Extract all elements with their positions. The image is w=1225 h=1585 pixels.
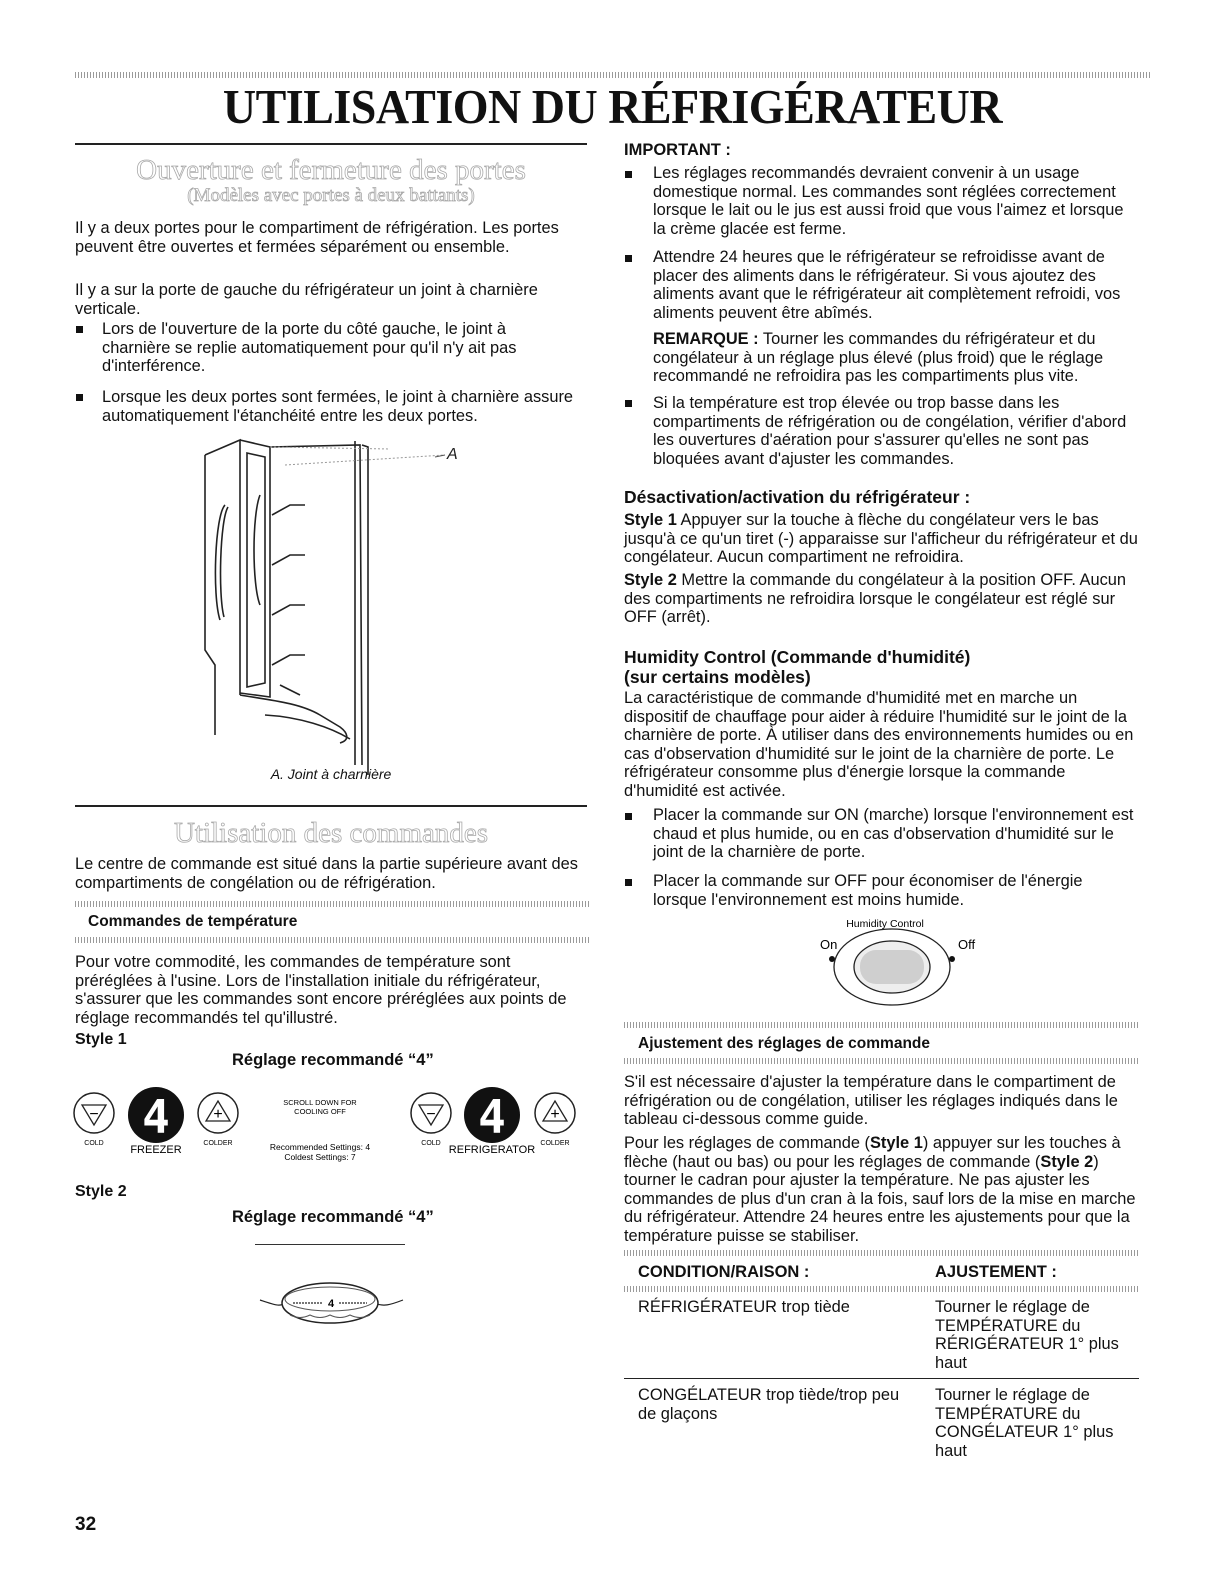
hatch-rule xyxy=(624,1022,1139,1028)
coldest-settings-text: Coldest Settings: 7 xyxy=(284,1152,356,1162)
important-bullet-3: Si la température est trop élevée ou trop basse dans les compartiments de réfrigération ou de congélation, vérifier d'abord les ouvertures d'aération pour s'assurer qu'elles ne sont pas bloquées avant d'ajuster les commandes. xyxy=(653,394,1127,468)
table-header-adjustment: AJUSTEMENT : xyxy=(935,1263,1057,1281)
deactivation-style2-label: Style 2 xyxy=(624,571,677,589)
hatch-rule xyxy=(624,1058,1139,1064)
page-title: UTILISATION DU RÉFRIGÉRATEUR xyxy=(222,79,1003,134)
bullet-marker xyxy=(625,879,632,886)
refrigerator-label: REFRIGERATOR xyxy=(448,1144,536,1156)
humidity-switch-title: Humidity Control xyxy=(846,918,924,930)
adjustment-style1: Style 1 xyxy=(870,1134,923,1152)
page-number: 32 xyxy=(75,1514,97,1535)
style2-temperature-dial xyxy=(255,1275,405,1335)
dial-rule xyxy=(255,1244,405,1245)
doors-paragraph-2: Il y a sur la porte de gauche du réfrigérateur un joint à charnière verticale. xyxy=(75,281,538,318)
table-header-condition: CONDITION/RAISON : xyxy=(638,1263,810,1281)
humidity-heading-1: Humidity Control (Commande d'humidité) xyxy=(624,647,971,667)
remarque-text: Tourner les commandes du réfrigérateur et du congélateur à un réglage plus élevé (plus froid) que le réglage recommandé ne refroidira pas les compartiments plus vite. xyxy=(653,330,1104,386)
style1-control-panel xyxy=(70,1085,595,1175)
fridge-display-digit: 4 xyxy=(478,1090,506,1144)
deactivation-style1-label: Style 1 xyxy=(624,511,677,529)
deactivation-style1 xyxy=(624,511,1139,567)
section-rule xyxy=(75,805,587,807)
deactivation-heading: Désactivation/activation du réfrigérateur : xyxy=(624,487,971,507)
style1-caption: Réglage recommandé “4” xyxy=(232,1051,434,1069)
hatch-rule xyxy=(75,901,590,907)
dial-value: 4 xyxy=(327,1298,335,1310)
freezer-label: FREEZER xyxy=(130,1144,182,1156)
humidity-on-label: On xyxy=(820,937,838,952)
important-heading: IMPORTANT : xyxy=(624,141,731,159)
doors-bullet-1: Lors de l'ouverture de la porte du côté gauche, le joint à charnière se replie automatiquement pour qu'il n'y ait pas d'interférence. xyxy=(102,320,517,376)
table-row-1-adjustment: Tourner le réglage de TEMPÉRATURE du RÉRIGÉRATEUR 1° plus haut xyxy=(935,1298,1119,1372)
adjustment-style2: Style 2 xyxy=(1040,1152,1094,1171)
fridge-plus-symbol: + xyxy=(550,1106,560,1123)
table-row-1-condition: RÉFRIGÉRATEUR trop tiède xyxy=(638,1298,850,1316)
doors-bullet-2: Lorsque les deux portes sont fermées, le joint à charnière assure automatiquement l'étanchéité entre les deux portes. xyxy=(102,388,574,425)
humidity-control-switch xyxy=(780,912,1010,1012)
cold-label: COLD xyxy=(84,1140,104,1147)
adjustment-text-c: ) appuyer sur les touches à flèche (haut ou bas) ou pour les réglages de commande ( xyxy=(624,1134,1121,1171)
bullet-marker xyxy=(625,171,632,178)
subhead-adjustment: Ajustement des réglages de commande xyxy=(638,1035,931,1052)
remarque-note xyxy=(653,330,1138,386)
remarque-label: REMARQUE : xyxy=(653,330,759,348)
table-row-divider xyxy=(624,1378,1139,1379)
style2-caption: Réglage recommandé “4” xyxy=(232,1208,434,1226)
adjustment-text-a: Pour les réglages de commande ( xyxy=(624,1134,870,1152)
freezer-minus-symbol: − xyxy=(89,1106,99,1123)
section-subtitle-doors: (Modèles avec portes à deux battants) xyxy=(187,185,475,206)
controls-paragraph-2: Pour votre commodité, les commandes de température sont préréglées à l'usine. Lors de l'installation initiale du réfrigérateur, s'assurer que les commandes sont encore préréglées aux points de réglage recommandés tel qu'illustré. xyxy=(75,953,567,1027)
table-row-2-adjustment: Tourner le réglage de TEMPÉRATURE du CONGÉLATEUR 1° plus haut xyxy=(935,1386,1114,1460)
humidity-paragraph: La caractéristique de commande d'humidité met en marche un dispositif de chauffage pour aider à réduire l'humidité sur le joint de la charnière de porte. À utiliser dans des environnements humides ou en cas d'observation d'humidité sur le joint de la charnière de porte. Le réfrigérateur consomme plus d'énergie lorsque la commande d'humidité est activée. xyxy=(624,689,1134,800)
fridge-cold-label: COLD xyxy=(421,1140,441,1147)
deactivation-style1-text: Appuyer sur la touche à flèche du congélateur vers le bas jusqu'à ce qu'un tiret (-) apparaisse sur l'afficheur du réfrigérateur et du congélateur. Aucun compartiment ne refroidira. xyxy=(624,511,1138,567)
door-hinge-illustration xyxy=(190,435,480,785)
colder-label: COLDER xyxy=(203,1140,233,1147)
bullet-marker xyxy=(76,394,83,401)
fridge-colder-label: COLDER xyxy=(540,1140,570,1147)
cooling-off-text: COOLING OFF xyxy=(294,1107,346,1116)
important-bullet-1: Les réglages recommandés devraient convenir à un usage domestique normal. Les commandes sont réglées correctement lorsque le lait ou le jus est aussi froid que vous l'aimez et lorsque la crème glacée est ferme. xyxy=(653,164,1124,238)
adjustment-paragraph-2 xyxy=(624,1134,1142,1246)
important-bullet-2: Attendre 24 heures que le réfrigérateur se refroidisse avant de placer des aliments dans le réfrigérateur. Si vous ajoutez des aliments avant que le réfrigérateur ait complètement refroidi, vos aliments peuvent être abîmés. xyxy=(653,248,1121,322)
fridge-minus-symbol: − xyxy=(426,1106,436,1123)
bullet-marker xyxy=(625,400,632,407)
deactivation-style2-text: Mettre la commande du congélateur à la position OFF. Aucun des compartiments ne refroidira lorsque le congélateur est réglé sur OFF (arrêt). xyxy=(624,571,1127,627)
freezer-display-digit: 4 xyxy=(142,1090,170,1144)
adjustment-text-e: ) tourner le cadran pour ajuster la température. Ne pas ajuster les commandes de plus d'un cran à la fois, sauf lors de la mise en marche du réfrigérateur. Attendre 24 heures entre les ajustements pour que la température puisse se stabiliser. xyxy=(624,1152,1136,1245)
table-hatch-bottom xyxy=(624,1286,1139,1292)
section-title-doors: Ouverture et fermeture des portes xyxy=(136,154,526,186)
humidity-heading-2: (sur certains modèles) xyxy=(624,667,811,687)
recommended-settings-text: Recommended Settings: 4 xyxy=(269,1142,371,1152)
adjustment-paragraph-1: S'il est nécessaire d'ajuster la température dans le compartiment de réfrigération ou de congélation, utiliser les réglages indiqués dans le tableau ci-dessous comme guide. xyxy=(624,1073,1118,1129)
hatch-rule xyxy=(75,937,590,943)
deactivation-style2 xyxy=(624,571,1139,627)
humidity-bullet-1: Placer la commande sur ON (marche) lorsque l'environnement est chaud et plus humide, ou en cas d'observation d'humidité sur le joint de la charnière de porte. xyxy=(653,806,1134,862)
freezer-plus-symbol: + xyxy=(213,1106,223,1123)
doors-paragraph-1: Il y a deux portes pour le compartiment de réfrigération. Les portes peuvent être ouvertes et fermées séparément ou ensemble. xyxy=(75,219,559,256)
humidity-bullet-2: Placer la commande sur OFF pour économiser de l'énergie lorsque l'environnement est moins humide. xyxy=(653,872,1083,909)
bullet-marker xyxy=(76,326,83,333)
humidity-off-label: Off xyxy=(958,937,976,952)
figure-callout-a: A xyxy=(447,446,458,463)
subhead-temperature-controls: Commandes de température xyxy=(88,913,298,930)
figure-caption: A. Joint à charnière xyxy=(270,766,392,782)
bullet-marker xyxy=(625,255,632,262)
section-title-controls: Utilisation des commandes xyxy=(173,817,489,849)
controls-paragraph-1: Le centre de commande est situé dans la partie supérieure avant des compartiments de congélation ou de réfrigération. xyxy=(75,855,578,892)
scroll-down-text: SCROLL DOWN FOR xyxy=(283,1098,357,1107)
style1-label: Style 1 xyxy=(75,1031,127,1048)
table-row-2-condition: CONGÉLATEUR trop tiède/trop peu de glaçons xyxy=(638,1386,900,1423)
table-hatch-top xyxy=(624,1250,1139,1256)
section-rule xyxy=(75,143,587,145)
style2-label: Style 2 xyxy=(75,1183,127,1200)
bullet-marker xyxy=(625,813,632,820)
top-hatch-rule xyxy=(75,72,1150,78)
